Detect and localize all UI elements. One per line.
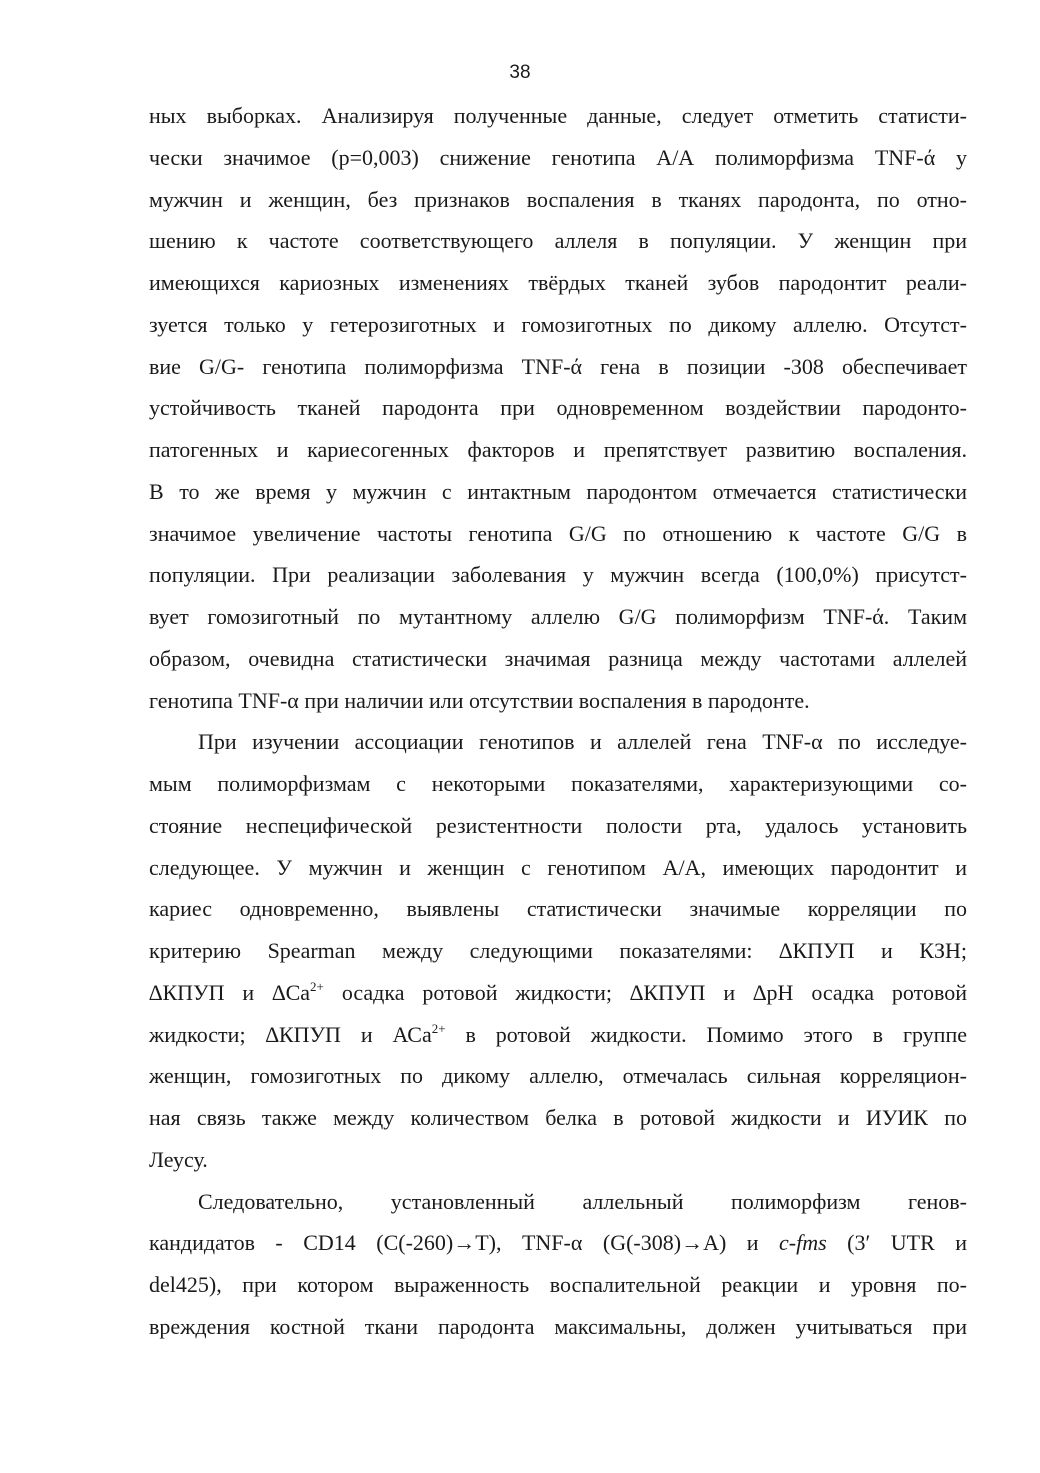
text-line: популяции. При реализации заболевания у мужчин всегда (100,0%) присутст- (149, 562, 967, 588)
text-fragment: (3′ UTR и (826, 1230, 967, 1256)
text-line: ных выборках. Анализируя полученные данные, следует отметить статисти- (149, 103, 967, 128)
text-fragment: осадка ротовой жидкости; ∆КПУП и ∆рН осадка ротовой (323, 979, 967, 1005)
text-line: женщин, гомозиготных по дикому аллелю, отмечалась сильная корреляцион- (149, 1063, 967, 1089)
text-line: чески значимое (р=0,003) снижение генотипа А/А полиморфизма TNF-ά у (149, 144, 967, 170)
text-line: del425), при котором выраженность воспалительной реакции и уровня по- (149, 1272, 967, 1297)
text-line: шению к частоте соответствующего аллеля в популяции. У женщин при (149, 228, 967, 254)
text-line: патогенных и кариесогенных факторов и препятствует развитию воспаления. (149, 437, 967, 462)
text-fragment: ∆КПУП и ∆Са (149, 979, 311, 1005)
text-line: ная связь также между количеством белка в ротовой жидкости и ИУИК по (149, 1105, 967, 1130)
text-fragment: жидкости; ∆КПУП и АСа (149, 1021, 432, 1047)
text-line: критерию Spearman между следующими показателями: ∆КПУП и КЗН; (149, 938, 967, 963)
superscript: 2+ (431, 1020, 446, 1036)
text-line: В то же время у мужчин с интактным пародонтом отмечается статистически (149, 478, 967, 504)
text-line: образом, очевидна статистически значимая разница между частотами аллелей (149, 645, 967, 671)
text-line: устойчивость тканей пародонта при одновременном воздействии пародонто- (149, 395, 967, 421)
text-fragment: в ротовой жидкости. Помимо этого в группе (445, 1021, 967, 1047)
text-line: вует гомозиготный по мутантному аллелю G/G полиморфизм TNF-ά. Таким (149, 604, 967, 629)
text-line: стояние неспецифической резистентности полости рта, удалось установить (149, 812, 967, 838)
text-line: При изучении ассоциации генотипов и аллелей гена TNF-α по исследуе- (198, 729, 967, 755)
text-line: Следовательно, установленный аллельный полиморфизм генов- (198, 1188, 967, 1214)
text-fragment: кандидатов - CD14 (С(-260)→Т), TNF-α (G(-308)→А) и (149, 1230, 779, 1256)
text-line: генотипа TNF-α при наличии или отсутствии воспаления в пародонте. (149, 687, 810, 713)
text-line: мужчин и женщин, без признаков воспаления в тканях пародонта, по отно- (149, 186, 967, 212)
italic-text: c-fms (779, 1230, 827, 1256)
text-line: Леусу. (149, 1146, 208, 1172)
text-line: мым полиморфизмам с некоторыми показателями, характеризующими со- (149, 771, 967, 796)
text-line: вреждения костной ткани пародонта максимальны, должен учитываться при (149, 1313, 967, 1339)
text-line: следующее. У мужчин и женщин с генотипом А/А, имеющих пародонтит и (149, 854, 967, 880)
text-line: вие G/G- генотипа полиморфизма TNF-ά гена в позиции -308 обеспечивает (149, 353, 967, 379)
text-line (149, 1020, 967, 1050)
text-line (149, 1228, 967, 1258)
page-number: 38 (509, 62, 531, 83)
text-line: зуется только у гетерозиготных и гомозиготных по дикому аллелю. Отсутст- (149, 311, 967, 337)
text-line: значимое увеличение частоты генотипа G/G по отношению к частоте G/G в (149, 520, 967, 546)
text-line: кариес одновременно, выявлены статистически значимые корреляции по (149, 896, 967, 922)
text-line (149, 978, 967, 1008)
text-line: имеющихся кариозных изменениях твёрдых тканей зубов пародонтит реали- (149, 270, 967, 295)
superscript: 2+ (310, 978, 324, 994)
